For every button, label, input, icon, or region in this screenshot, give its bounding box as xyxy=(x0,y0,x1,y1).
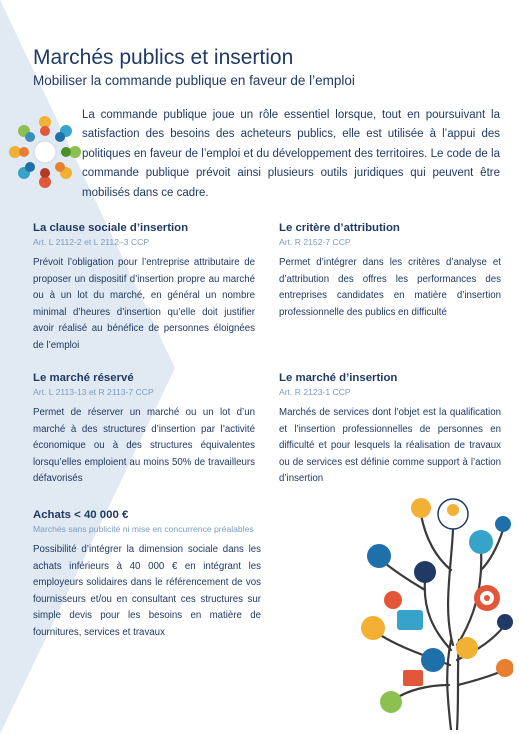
section-marche-insertion xyxy=(279,372,501,488)
section-body: Permet d’intégrer dans les critères d’analyse et d’attribution des offres les performances des entreprises candidates en matière d’insertion professionnelle des publics en difficulté xyxy=(279,257,501,318)
section-body: Prévoit l’obligation pour l’entreprise attributaire de proposer un dispositif d’insertion propre au marché ou à un lot du marché, en général un nombre minimal d’heures d’insertion qu’elle doit justifier avoir réalisé au bénéfice de personnes éloignées de l’emploi xyxy=(33,257,255,351)
section-reference: Marchés sans publicité ni mise en concurrence préalables xyxy=(33,524,254,534)
page-title: Marchés publics et insertion xyxy=(33,46,294,69)
page-subtitle: Mobiliser la commande publique en faveur de l’emploi xyxy=(33,73,355,88)
section-reference: Art. R 2123-1 CCP xyxy=(279,387,351,397)
section-critere-attribution xyxy=(279,222,501,321)
section-reference: Art. L 2112-2 et L 2112–3 CCP xyxy=(33,237,150,247)
people-circle-icon xyxy=(6,100,84,200)
section-title: La clause sociale d’insertion xyxy=(33,222,189,234)
section-title: Le marché réservé xyxy=(33,372,134,384)
idea-tree-icon xyxy=(333,480,513,730)
section-achats xyxy=(33,509,261,642)
section-title: Achats < 40 000 € xyxy=(33,509,129,521)
section-body: Marchés de services dont l’objet est la qualification et l’insertion professionnelles de personnes en difficulté et pour lesquels la réalisation de travaux ou de services est définie comme support à l’action d’insertion xyxy=(279,407,501,485)
section-body: Possibilité d’intégrer la dimension sociale dans les achats inférieurs à 40 000 € en intégrant les employeurs solidaires dans le référencement de vos fournisseurs et/ou en consultant ces structures sur simple devis pour les besoins en matière de fournitures, services et travaux xyxy=(33,544,261,638)
section-reference: Art. R 2152-7 CCP xyxy=(279,237,351,247)
intro-paragraph: La commande publique joue un rôle essentiel lorsque, tout en poursuivant la satisfaction des besoins des acheteurs publics, elle est utilisée à l’appui des politiques en faveur de l’emploi et du développement des territoires. Le code de la commande publique prévoit ainsi plusieurs outils juridiques qui peuvent être mobilisés dans ce cadre. xyxy=(82,109,500,199)
section-clause-sociale xyxy=(33,222,255,355)
section-reference: Art. L 2113-13 et R 2113-7 CCP xyxy=(33,387,154,397)
section-title: Le marché d’insertion xyxy=(279,372,398,384)
section-marche-reserve xyxy=(33,372,255,488)
section-body: Permet de réserver un marché ou un lot d’un marché à des structures d’insertion par l’activité économique ou à des structures équivalentes lorsqu’elles emploient au moins 50% de travailleurs défavorisés xyxy=(33,407,255,485)
section-title: Le critère d’attribution xyxy=(279,222,400,234)
